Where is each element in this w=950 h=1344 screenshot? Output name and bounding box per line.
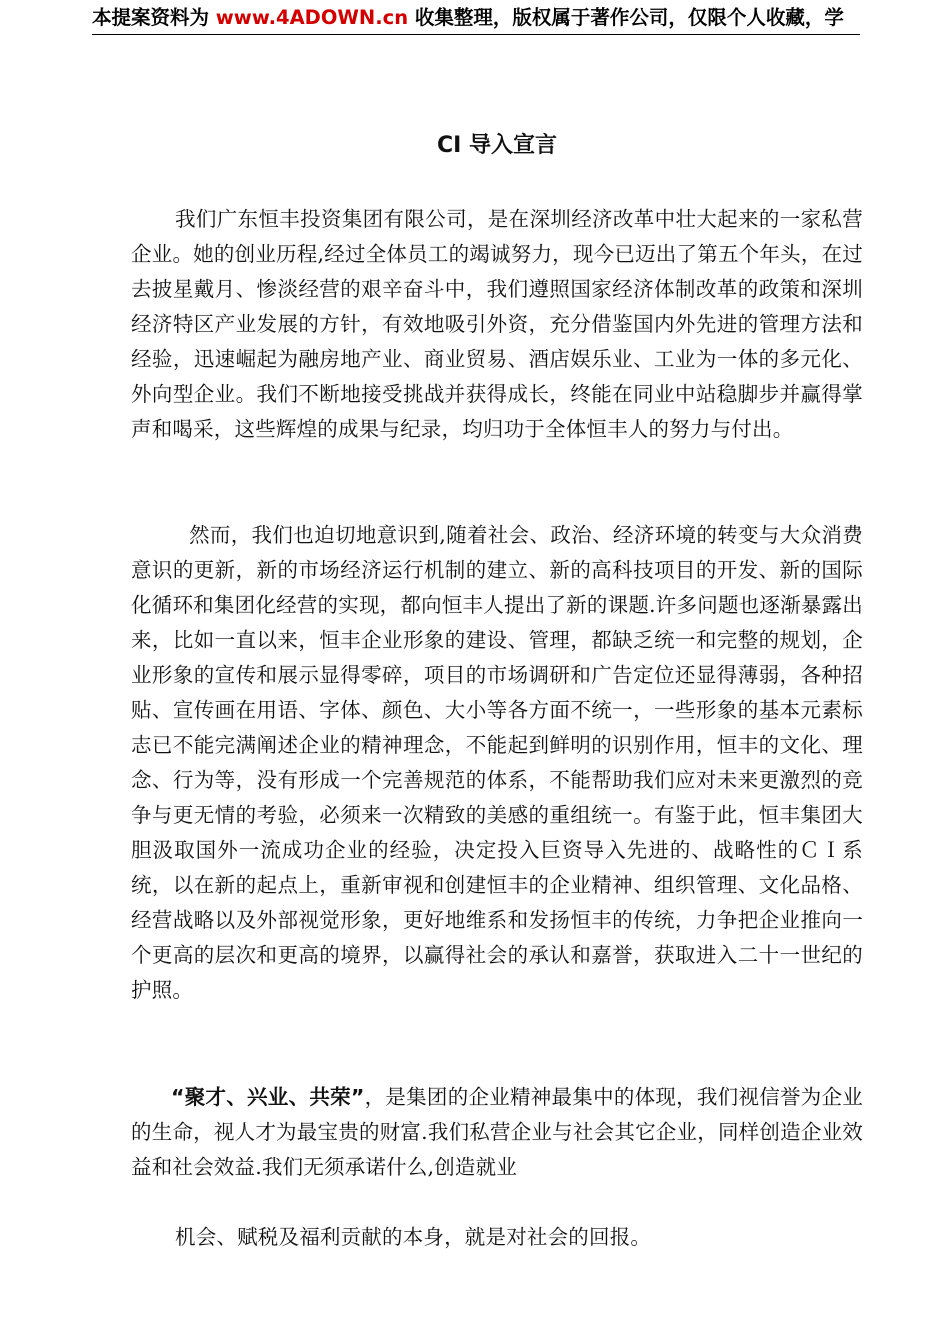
slogan-text: “聚才、兴业、共荣” [171, 1085, 365, 1109]
paragraph-enterprise-spirit [131, 1080, 863, 1185]
copyright-header [92, 2, 950, 34]
paragraph-social-return: 机会、赋税及福利贡献的本身，就是对社会的回报。 [175, 1225, 652, 1249]
paragraph-ci-motivation: 然而，我们也迫切地意识到,随着社会、政治、经济环境的转变与大众消费意识的更新，新的市场经济运行机制的建立、新的高科技项目的开发、新的国际化循环和集团化经营的实现，都向恒丰人提出了新的课题.许多问题也逐渐暴露出来，比如一直以来，恒丰企业形象的建设、管理，都缺乏统一和完整的规划，企业形象的宣传和展示显得零碎，项目的市场调研和广告定位还显得薄弱，各种招贴、宣传画在用语、字体、颜色、大小等各方面不统一，一些形象的基本元素标志已不能完满阐述企业的精神理念，不能起到鲜明的识别作用，恒丰的文化、理念、行为等，没有形成一个完善规范的体系，不能帮助我们应对未来更激烈的竞争与更无情的考验，必须来一次精致的美感的重组统一。有鉴于此，恒丰集团大胆汲取国外一流成功企业的经验，决定投入巨资导入先进的、战略性的ＣＩ系统，以在新的起点上，重新审视和创建恒丰的企业精神、组织管理、文化品格、经营战略以及外部视觉形象，更好地维系和发扬恒丰的传统，力争把企业推向一个更高的层次和更高的境界，以赢得社会的承认和嘉誉，获取进入二十一世纪的护照。 [131, 523, 863, 1002]
paragraph-company-history: 我们广东恒丰投资集团有限公司，是在深圳经济改革中壮大起来的一家私营企业。她的创业历程,经过全体员工的竭诚努力，现今已迈出了第五个年头，在过去披星戴月、惨淡经营的艰辛奋斗中，我们遵照国家经济体制改革的政策和深圳经济特区产业发展的方针，有效地吸引外资，充分借鉴国内外先进的管理方法和经验，迅速崛起为融房地产业、商业贸易、酒店娱乐业、工业为一体的多元化、外向型企业。我们不断地接受挑战并获得成长，终能在同业中站稳脚步并赢得掌声和喝采，这些辉煌的成果与纪录，均归功于全体恒丰人的努力与付出。 [131, 207, 863, 441]
header-suffix: 收集整理，版权属于著作公司，仅限个人收藏，学 [408, 6, 844, 29]
enterprise-spirit-text: ，是集团的企业精神最集中的体现，我们视信誉为企业的生命，视人才为最宝贵的财富.我们私营企业与社会其它企业，同样创造企业效益和社会效益.我们无须承诺什么,创造就业 [131, 1085, 863, 1179]
document-title: CI 导入宣言 [437, 133, 557, 158]
header-divider [92, 34, 860, 35]
header-prefix: 本提案资料为 [92, 6, 216, 29]
source-url-link[interactable]: www.4ADOWN.cn [215, 6, 409, 29]
